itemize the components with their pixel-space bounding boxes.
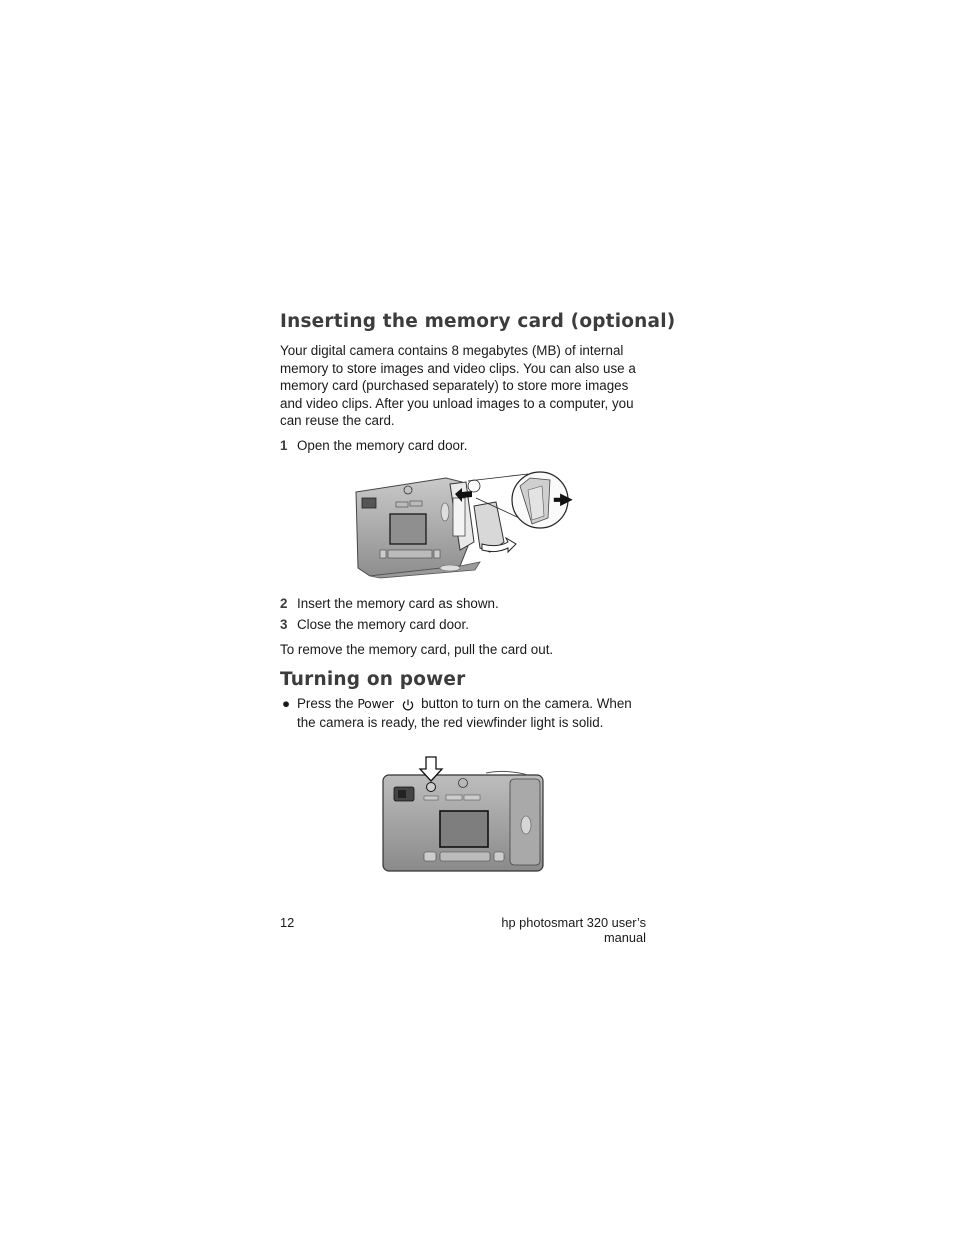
bullet-text (297, 694, 650, 732)
step-text: Close the memory card door. (297, 617, 469, 632)
bullet-text-post: button to turn on the camera. When the camera is ready, the red viewfinder light is solid. (297, 696, 632, 730)
page-number: 12 (280, 915, 295, 930)
power-instruction (280, 694, 650, 732)
step-number: 2 (280, 596, 288, 611)
section-heading-power: Turning on power (280, 669, 466, 690)
intro-paragraph: Your digital camera contains 8 megabytes (MB) of internal memory to store images and video clips. You can also use a memory card (purchased separately) to store more images and video clips. After you unload images to a computer, you can reuse the card. (280, 343, 636, 428)
step-1 (280, 437, 467, 454)
step-2 (280, 595, 499, 612)
step-text: Insert the memory card as shown. (297, 596, 499, 611)
step-text: Open the memory card door. (297, 438, 468, 453)
camera-memory-card-illustration (350, 466, 575, 581)
step-number: 3 (280, 617, 288, 632)
section-heading-memory-card: Inserting the memory card (optional) (280, 311, 676, 332)
power-button-label: Power (357, 696, 394, 711)
step-3 (280, 616, 469, 633)
bullet-text-pre: Press the (297, 696, 354, 711)
manual-title: hp photosmart 320 user’s manual (501, 915, 646, 945)
camera-power-button-illustration (378, 753, 548, 875)
remove-card-note: To remove the memory card, pull the card out. (280, 642, 554, 657)
step-number: 1 (280, 438, 288, 453)
power-icon (401, 698, 415, 712)
bullet-icon: ● (282, 696, 291, 711)
